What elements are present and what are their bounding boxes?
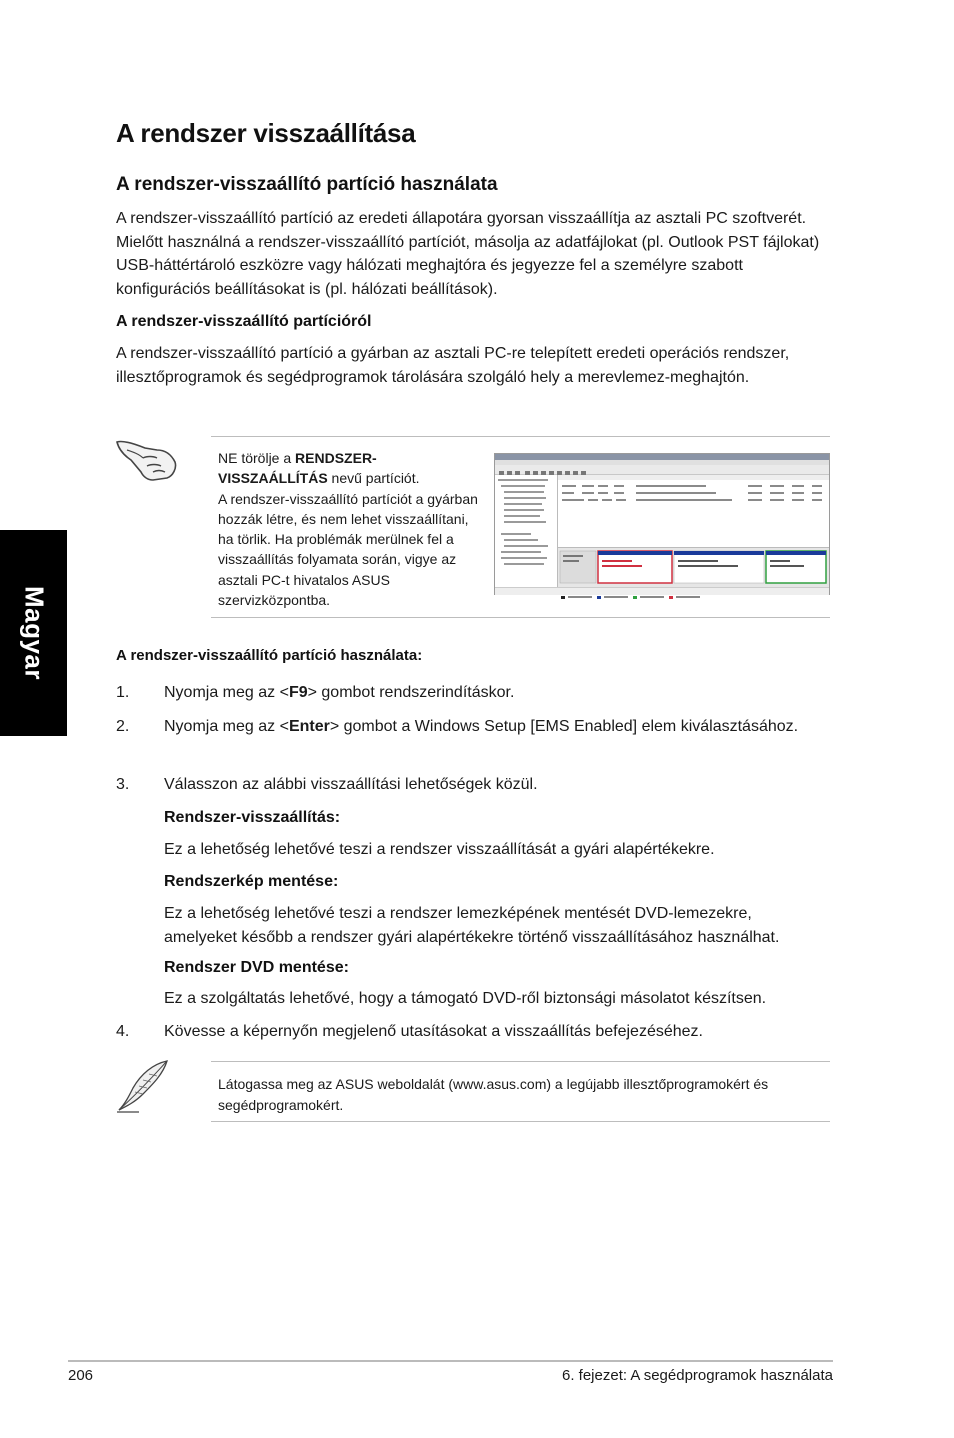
warning-partition-name: RENDSZER-VISSZAÁLLÍTÁS — [218, 450, 377, 487]
option-heading: Rendszerkép mentése: — [164, 873, 339, 890]
side-tab-label: Magyar — [19, 585, 49, 681]
feather-pen-icon — [113, 1058, 173, 1114]
hand-icon — [113, 436, 183, 486]
screenshot-tree-pane — [495, 475, 558, 587]
option-text: Ez a lehetőség lehetővé teszi a rendszer visszaállítását a gyári alapértékekre. — [164, 841, 715, 858]
note-top-rule — [211, 1061, 830, 1062]
warning-top-rule — [211, 436, 830, 437]
key-enter: Enter — [288, 718, 330, 735]
screenshot-disk-map — [558, 547, 829, 588]
disk-management-screenshot — [494, 453, 830, 595]
info-note-text: Látogassa meg az ASUS weboldalát (www.asus.com) a legújabb illesztőprogramokért és segédprogramokért. — [218, 1076, 769, 1113]
screenshot-toolbar — [495, 465, 829, 475]
language-side-tab — [0, 530, 67, 736]
section-title: A rendszer-visszaállító partíció használata — [116, 174, 498, 195]
option-text: Ez a lehetőség lehetővé teszi a rendszer lemezképének mentését DVD-lemezekre, amelyeket később a rendszer gyári alapértékekre történő visszaállításához használhat. — [164, 905, 780, 946]
page-number: 206 — [68, 1367, 94, 1384]
screenshot-volume-list — [558, 475, 829, 547]
about-heading: A rendszer-visszaállító partícióról — [116, 313, 372, 330]
page-title: A rendszer visszaállítása — [116, 118, 416, 148]
warning-text: NE törölje a RENDSZER-VISSZAÁLLÍTÁS nevű partíciót. A rendszer-visszaállító partíciót a gyárban hozzák létre, és nem lehet visszaállítani, ha törlik. Ha problémák merülnek fel a visszaállítás folyamata során, vigye az asztali PC-t hivatalos ASUS szervizközpontba. — [218, 450, 478, 609]
note-bottom-rule — [211, 1121, 830, 1122]
warning-bottom-rule — [211, 617, 830, 618]
option-heading: Rendszer DVD mentése: — [164, 959, 349, 976]
option-text: Ez a szolgáltatás lehetővé, hogy a támogató DVD-ről biztonsági másolatot készítsen. — [164, 990, 767, 1007]
about-paragraph: A rendszer-visszaállító partíció a gyárban az asztali PC-re telepített eredeti operációs rendszer, illesztőprogramok és segédprogramok tárolására szolgáló hely a merevlemez-meghajtón. — [116, 345, 790, 386]
usage-heading: A rendszer-visszaállító partíció használata: — [116, 647, 423, 664]
key-f9: F9 — [288, 684, 308, 701]
chapter-title: 6. fejezet: A segédprogramok használata — [561, 1367, 833, 1384]
intro-paragraph: A rendszer-visszaállító partíció az eredeti állapotára gyorsan visszaállítja az asztali PC szoftverét. Mielőtt használná a rendszer-visszaállító partíciót, másolja az adatfájlokat (pl. Outlook PST fájlokat) USB-háttértároló eszközre vagy hálózati meghajtóra és jegyezze fel a személyre szabott konfigurációs beállításokat is (pl. hálózati beállítások). — [116, 210, 820, 298]
screenshot-legend — [495, 587, 829, 595]
footer-rule — [68, 1360, 833, 1362]
option-heading: Rendszer-visszaállítás: — [164, 809, 341, 826]
